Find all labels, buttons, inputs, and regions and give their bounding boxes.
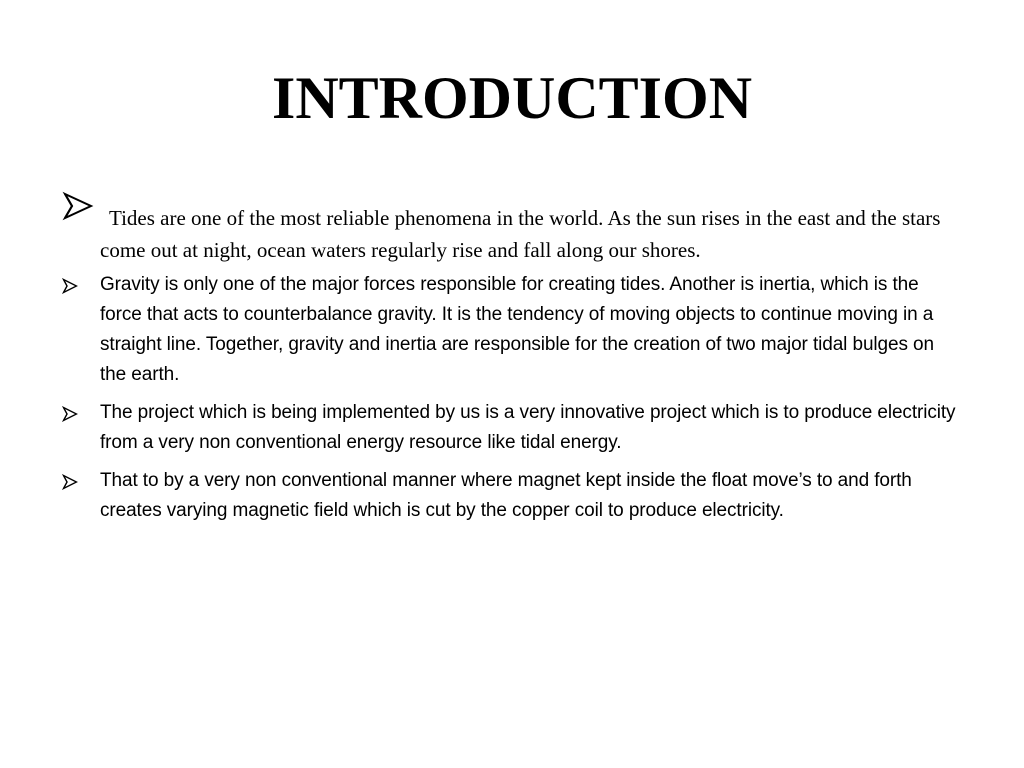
- bullet-text: Gravity is only one of the major forces responsible for creating tides. Another is inertia, which is the force that acts to counterbalance gravity. It is the tendency of moving objects to continue moving in a straight line. Together, gravity and inertia are responsible for the creation of two major tidal bulges on the earth.: [100, 274, 934, 385]
- arrow-bullet-icon: [62, 190, 94, 222]
- bullet-list: [62, 190, 962, 534]
- bullet-text: Tides are one of the most reliable phenomena in the world. As the sun rises in the east and the stars come out at night, ocean waters regularly rise and fall along our shores.: [100, 206, 941, 262]
- arrow-bullet-icon: [62, 406, 78, 422]
- arrow-bullet-icon: [62, 474, 78, 490]
- bullet-text: The project which is being implemented by us is a very innovative project which is to produce electricity from a very non conventional energy resource like tidal energy.: [100, 402, 956, 453]
- slide-title: INTRODUCTION: [271, 65, 753, 131]
- bullet-item: [62, 270, 962, 390]
- bullet-item: [62, 190, 962, 266]
- bullet-item: [62, 466, 962, 526]
- bullet-item: [62, 398, 962, 458]
- bullet-text: That to by a very non conventional manner where magnet kept inside the float move’s to and forth creates varying magnetic field which is cut by the copper coil to produce electricity.: [100, 470, 912, 521]
- arrow-bullet-icon: [62, 278, 78, 294]
